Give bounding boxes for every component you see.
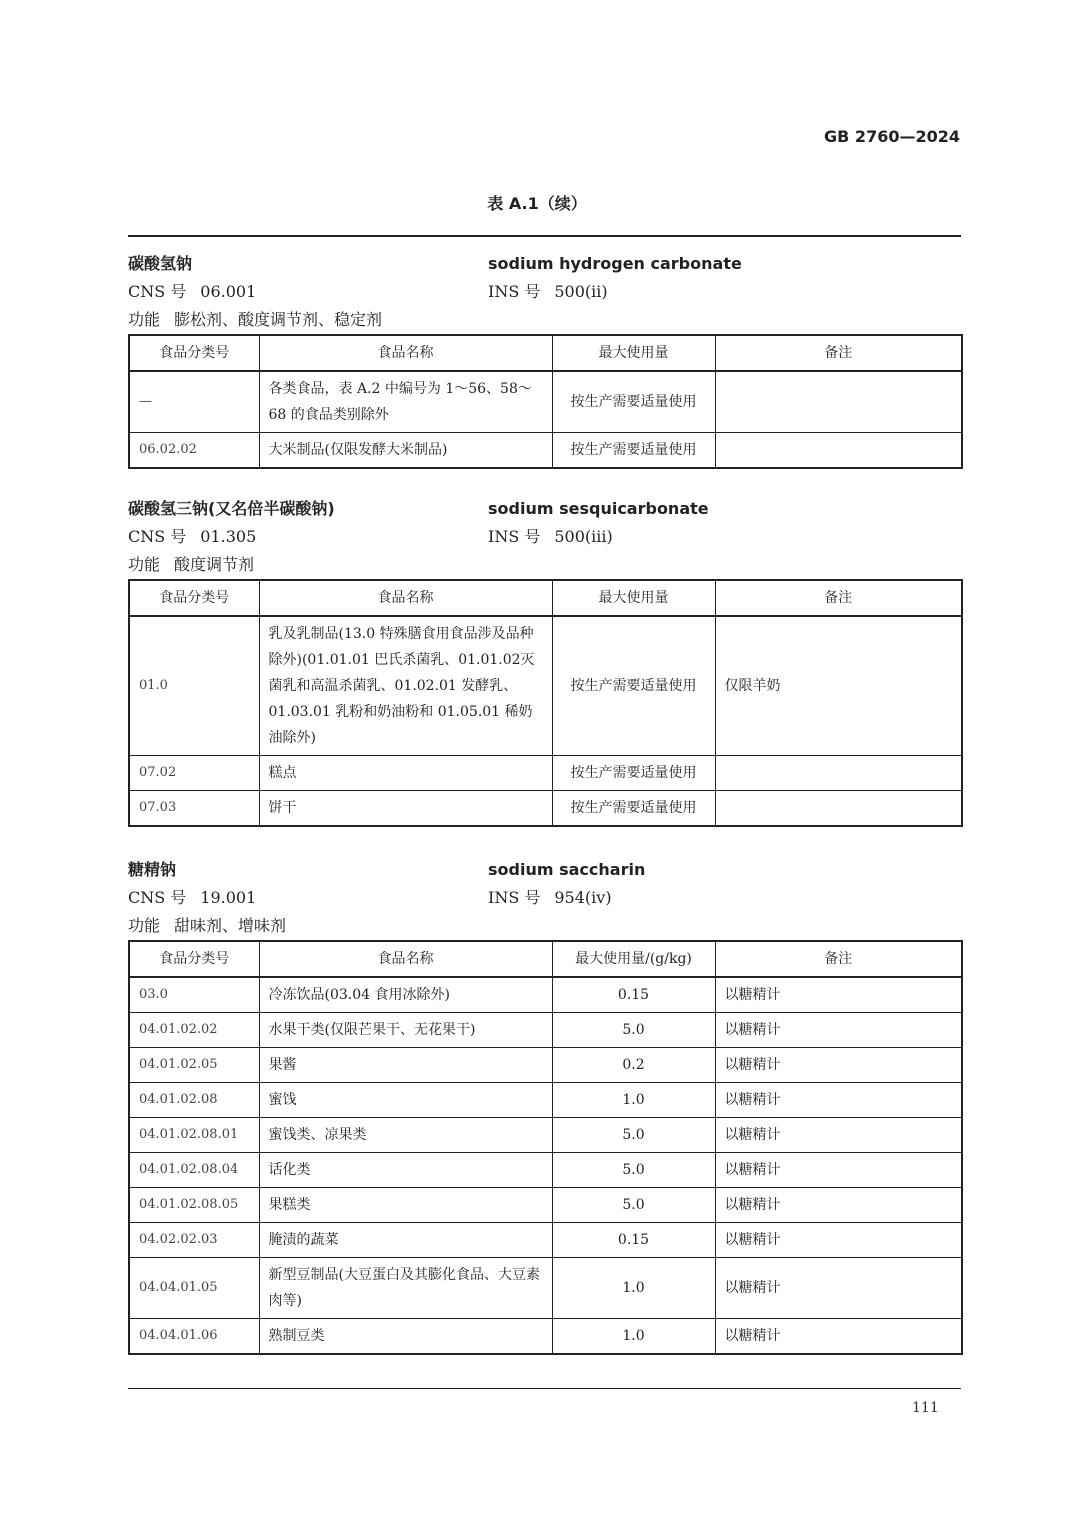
additive-name-en: sodium hydrogen carbonate [488, 254, 742, 273]
max-usage: 1.0 [552, 1083, 715, 1118]
max-usage: 5.0 [552, 1013, 715, 1048]
function-line [128, 912, 961, 940]
table-row [129, 756, 962, 791]
food-category-code: 07.02 [129, 756, 259, 791]
column-header: 备注 [715, 335, 962, 371]
function-label: 功能 [128, 916, 161, 935]
column-header: 最大使用量 [552, 335, 715, 371]
document-number: GB 2760—2024 [824, 127, 960, 146]
table-row [129, 1188, 962, 1223]
table-row [129, 1013, 962, 1048]
remark [715, 756, 962, 791]
max-usage: 按生产需要适量使用 [552, 791, 715, 827]
usage-table [128, 579, 963, 827]
food-name: 糕点 [259, 756, 552, 791]
name-line [128, 250, 961, 278]
table-row [129, 1118, 962, 1153]
food-name: 熟制豆类 [259, 1319, 552, 1355]
food-category-code: 04.02.02.03 [129, 1223, 259, 1258]
food-category-code: 04.01.02.08.04 [129, 1153, 259, 1188]
function-line [128, 306, 961, 334]
food-name: 果糕类 [259, 1188, 552, 1223]
table-row [129, 1048, 962, 1083]
ins-number: 500(ii) [554, 282, 608, 301]
food-category-code: 04.04.01.05 [129, 1258, 259, 1319]
food-name: 话化类 [259, 1153, 552, 1188]
max-usage: 按生产需要适量使用 [552, 371, 715, 433]
table-row [129, 1258, 962, 1319]
table-row [129, 1153, 962, 1188]
max-usage: 0.2 [552, 1048, 715, 1083]
bottom-rule [128, 1388, 961, 1389]
food-name: 腌渍的蔬菜 [259, 1223, 552, 1258]
food-category-code: 04.04.01.06 [129, 1319, 259, 1355]
food-category-code: 06.02.02 [129, 433, 259, 469]
max-usage: 按生产需要适量使用 [552, 756, 715, 791]
max-usage: 按生产需要适量使用 [552, 433, 715, 469]
table-header-row [129, 941, 962, 977]
table-row [129, 433, 962, 469]
max-usage: 5.0 [552, 1188, 715, 1223]
cns-number: 01.305 [200, 527, 257, 546]
table-header-row [129, 335, 962, 371]
cns-number: 06.001 [200, 282, 257, 301]
food-name: 乳及乳制品(13.0 特殊膳食用食品涉及品种除外)(01.01.01 巴氏杀菌乳、01.01.02灭菌乳和高温杀菌乳、01.02.01 发酵乳、01.03.01 乳粉和奶油粉和 01.05.01 稀奶油除外) [259, 616, 552, 756]
remark: 以糖精计 [715, 977, 962, 1013]
column-header: 食品名称 [259, 941, 552, 977]
function-value: 酸度调节剂 [174, 555, 255, 574]
max-usage: 0.15 [552, 1223, 715, 1258]
function-line [128, 551, 961, 579]
table-row [129, 616, 962, 756]
food-name: 各类食品，表 A.2 中编号为 1～56、58～68 的食品类别除外 [259, 371, 552, 433]
cns-label: CNS 号 [128, 888, 187, 907]
page-number: 111 [912, 1400, 939, 1416]
max-usage: 0.15 [552, 977, 715, 1013]
food-category-code: 04.01.02.08.01 [129, 1118, 259, 1153]
cns-label: CNS 号 [128, 527, 187, 546]
additive-name-cn: 糖精钠 [128, 860, 177, 879]
section-sodium-sesquicarbonate [128, 495, 961, 827]
max-usage: 5.0 [552, 1153, 715, 1188]
food-name: 大米制品(仅限发酵大米制品) [259, 433, 552, 469]
remark: 以糖精计 [715, 1048, 962, 1083]
remark: 以糖精计 [715, 1258, 962, 1319]
code-line [128, 884, 961, 912]
remark: 以糖精计 [715, 1223, 962, 1258]
code-line [128, 278, 961, 306]
additive-name-en: sodium saccharin [488, 860, 646, 879]
remark: 仅限羊奶 [715, 616, 962, 756]
food-category-code: 04.01.02.05 [129, 1048, 259, 1083]
column-header: 最大使用量/(g/kg) [552, 941, 715, 977]
food-name: 新型豆制品(大豆蛋白及其膨化食品、大豆素肉等) [259, 1258, 552, 1319]
remark: 以糖精计 [715, 1153, 962, 1188]
food-category-code: 04.01.02.08 [129, 1083, 259, 1118]
column-header: 食品分类号 [129, 580, 259, 616]
food-category-code: 03.0 [129, 977, 259, 1013]
additive-name-cn: 碳酸氢三钠(又名倍半碳酸钠) [128, 499, 335, 518]
remark: 以糖精计 [715, 1188, 962, 1223]
name-line [128, 856, 961, 884]
remark: 以糖精计 [715, 1083, 962, 1118]
section-sodium-hydrogen-carbonate [128, 250, 961, 469]
code-line [128, 523, 961, 551]
column-header: 食品名称 [259, 335, 552, 371]
function-value: 膨松剂、酸度调节剂、稳定剂 [174, 310, 383, 329]
food-category-code: 04.01.02.02 [129, 1013, 259, 1048]
food-name: 蜜饯 [259, 1083, 552, 1118]
usage-table [128, 334, 963, 469]
remark [715, 791, 962, 827]
food-name: 水果干类(仅限芒果干、无花果干) [259, 1013, 552, 1048]
table-row [129, 1223, 962, 1258]
ins-label: INS 号 [488, 888, 541, 907]
name-line [128, 495, 961, 523]
table-row [129, 1319, 962, 1355]
remark: 以糖精计 [715, 1013, 962, 1048]
max-usage: 5.0 [552, 1118, 715, 1153]
food-name: 果酱 [259, 1048, 552, 1083]
max-usage: 按生产需要适量使用 [552, 616, 715, 756]
remark: 以糖精计 [715, 1118, 962, 1153]
food-category-code: 04.01.02.08.05 [129, 1188, 259, 1223]
section-sodium-saccharin [128, 856, 961, 1355]
additive-name-en: sodium sesquicarbonate [488, 499, 709, 518]
column-header: 最大使用量 [552, 580, 715, 616]
food-name: 饼干 [259, 791, 552, 827]
column-header: 备注 [715, 580, 962, 616]
food-name: 冷冻饮品(03.04 食用冰除外) [259, 977, 552, 1013]
column-header: 备注 [715, 941, 962, 977]
remark [715, 433, 962, 469]
additive-name-cn: 碳酸氢钠 [128, 254, 193, 273]
table-row [129, 1083, 962, 1118]
ins-label: INS 号 [488, 282, 541, 301]
max-usage: 1.0 [552, 1319, 715, 1355]
column-header: 食品分类号 [129, 941, 259, 977]
food-category-code: 07.03 [129, 791, 259, 827]
ins-label: INS 号 [488, 527, 541, 546]
column-header: 食品名称 [259, 580, 552, 616]
cns-label: CNS 号 [128, 282, 187, 301]
table-title: 表 A.1（续） [487, 194, 587, 213]
cns-number: 19.001 [200, 888, 257, 907]
max-usage: 1.0 [552, 1258, 715, 1319]
table-row [129, 977, 962, 1013]
table-row [129, 371, 962, 433]
usage-table [128, 940, 963, 1355]
remark: 以糖精计 [715, 1319, 962, 1355]
table-row [129, 791, 962, 827]
food-category-code: — [129, 371, 259, 433]
remark [715, 371, 962, 433]
function-label: 功能 [128, 555, 161, 574]
table-header-row [129, 580, 962, 616]
function-label: 功能 [128, 310, 161, 329]
ins-number: 500(iii) [554, 527, 613, 546]
column-header: 食品分类号 [129, 335, 259, 371]
ins-number: 954(iv) [554, 888, 612, 907]
food-name: 蜜饯类、凉果类 [259, 1118, 552, 1153]
food-category-code: 01.0 [129, 616, 259, 756]
function-value: 甜味剂、增味剂 [174, 916, 287, 935]
top-rule [128, 235, 961, 237]
